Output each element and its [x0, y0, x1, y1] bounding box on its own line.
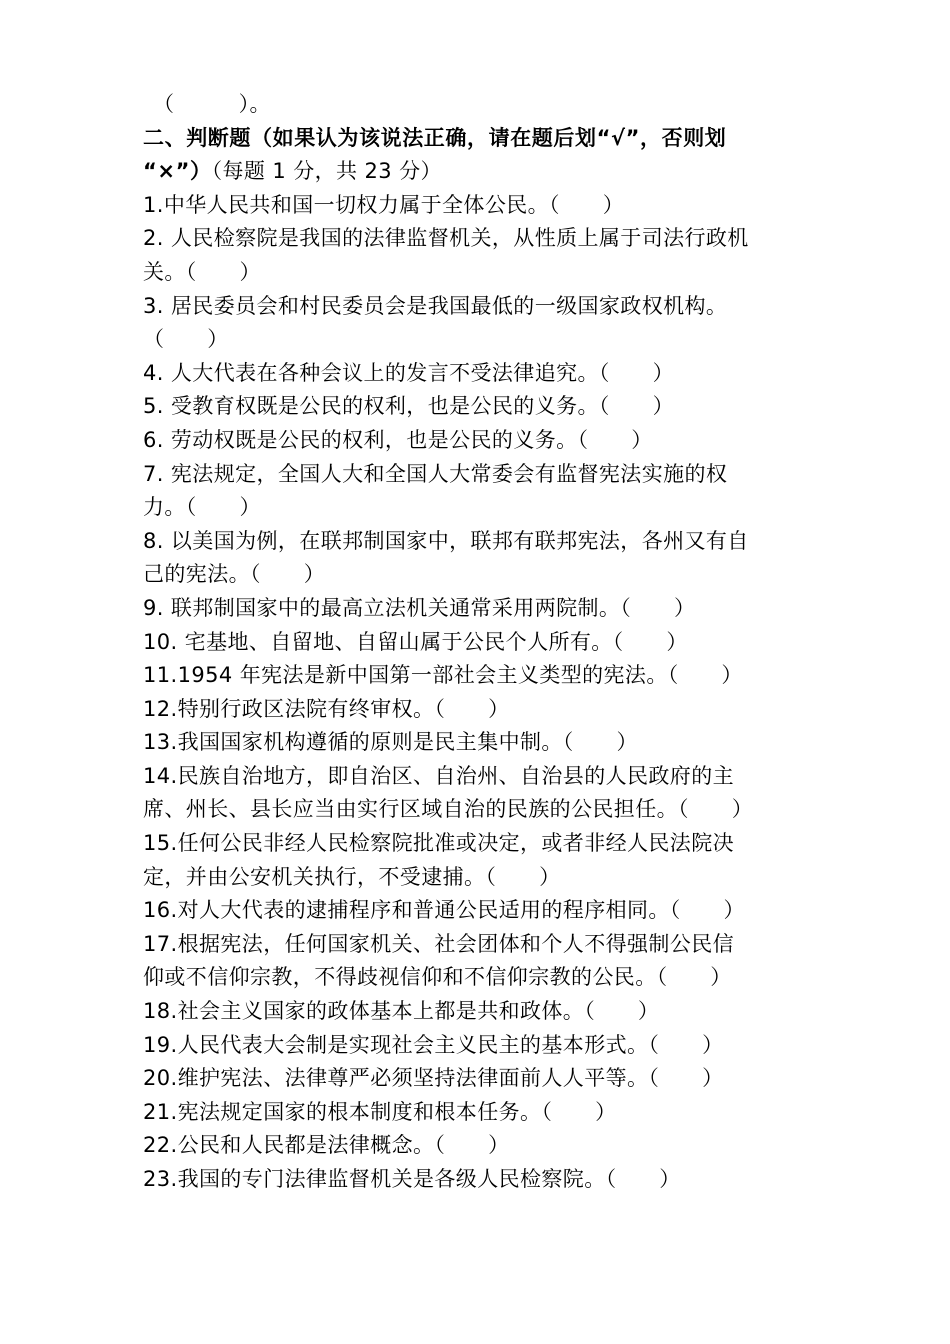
previous-question-blank: （ ）。: [153, 92, 271, 116]
question-item: [143, 726, 823, 760]
question-item: [143, 928, 823, 995]
question-item: [143, 189, 823, 223]
document-page: [143, 88, 823, 1197]
question-text-line: 2. 人民检察院是我国的法律监督机关，从性质上属于司法行政机: [143, 226, 749, 251]
question-item: [143, 760, 823, 827]
question-item: [143, 894, 823, 928]
section-title: 二、判断题（如果认为该说法正确，请在题后划“√”，否则划: [143, 125, 727, 150]
question-text-line: 定，并由公安机关执行，不受逮捕。（ ）: [143, 864, 561, 889]
question-item: [143, 525, 823, 592]
question-text-line: 11.1954 年宪法是新中国第一部社会主义类型的宪法。（ ）: [143, 663, 743, 688]
question-text-line: 17.根据宪法，任何国家机关、社会团体和个人不得强制公民信: [143, 931, 734, 956]
question-item: [143, 1062, 823, 1096]
question-text-line: 19.人民代表大会制是实现社会主义民主的基本形式。（ ）: [143, 1032, 724, 1057]
question-text-line: 9. 联邦制国家中的最高立法机关通常采用两院制。（ ）: [143, 595, 696, 620]
question-text-line: 23.我国的专门法律监督机关是各级人民检察院。（ ）: [143, 1167, 681, 1191]
question-item: [143, 458, 823, 525]
section-score-note: （每题 1 分，共 23 分）: [211, 159, 442, 184]
question-text-line: 5. 受教育权既是公民的权利，也是公民的义务。（ ）: [143, 394, 675, 419]
question-item: [143, 1129, 823, 1163]
question-text-line: 6. 劳动权既是公民的权利，也是公民的义务。（ ）: [143, 427, 653, 452]
question-item: [143, 659, 823, 693]
question-list: [143, 189, 823, 1197]
question-text-line: 18.社会主义国家的政体基本上都是共和政体。（ ）: [143, 999, 660, 1024]
question-item: [143, 1029, 823, 1063]
question-text-line: （ ）: [143, 327, 229, 352]
question-text-line: 仰或不信仰宗教，不得歧视信仰和不信仰宗教的公民。（ ）: [143, 965, 732, 990]
question-text-line: 15.任何公民非经人民检察院批准或决定，或者非经人民法院决: [143, 831, 734, 856]
question-text-line: 16.对人大代表的逮捕程序和普通公民适用的程序相同。（ ）: [143, 898, 745, 923]
question-item: [143, 693, 823, 727]
question-item: [143, 995, 823, 1029]
question-text-line: 3. 居民委员会和村民委员会是我国最低的一级国家政权机构。: [143, 293, 728, 318]
question-text-line: 10. 宅基地、自留地、自留山属于公民个人所有。（ ）: [143, 629, 688, 654]
question-text-line: 22.公民和人民都是法律概念。（ ）: [143, 1133, 510, 1158]
question-text-line: 8. 以美国为例，在联邦制国家中，联邦有联邦宪法，各州又有自: [143, 528, 749, 553]
question-item: [143, 424, 823, 458]
question-text-line: 关。（ ）: [143, 259, 261, 284]
question-item: [143, 357, 823, 391]
section-title-cross: “×”）: [143, 159, 212, 184]
question-item: [143, 626, 823, 660]
question-item: [143, 592, 823, 626]
question-item: [143, 1163, 823, 1197]
question-item: [143, 390, 823, 424]
question-text-line: 13.我国国家机构遵循的原则是民主集中制。（ ）: [143, 730, 638, 755]
question-text-line: 12.特别行政区法院有终审权。（ ）: [143, 696, 510, 721]
question-text-line: 1.中华人民共和国一切权力属于全体公民。（ ）: [143, 192, 625, 217]
question-text-line: 己的宪法。（ ）: [143, 562, 326, 587]
question-text-line: 21.宪法规定国家的根本制度和根本任务。（ ）: [143, 1099, 617, 1124]
section-title-continued: [143, 155, 823, 189]
question-text-line: 20.维护宪法、法律尊严必须坚持法律面前人人平等。（ ）: [143, 1066, 724, 1091]
question-item: [143, 222, 823, 289]
question-text-line: 力。（ ）: [143, 495, 261, 520]
question-item: [143, 290, 823, 357]
question-item: [143, 1096, 823, 1130]
question-text-line: 席、州长、县长应当由实行区域自治的民族的公民担任。（ ）: [143, 797, 754, 822]
question-text-line: 7. 宪法规定，全国人大和全国人大常委会有监督宪法实施的权: [143, 461, 728, 486]
question-text-line: 14.民族自治地方，即自治区、自治州、自治县的人民政府的主: [143, 763, 734, 788]
question-item: [143, 827, 823, 894]
question-text-line: 4. 人大代表在各种会议上的发言不受法律追究。（ ）: [143, 360, 675, 385]
